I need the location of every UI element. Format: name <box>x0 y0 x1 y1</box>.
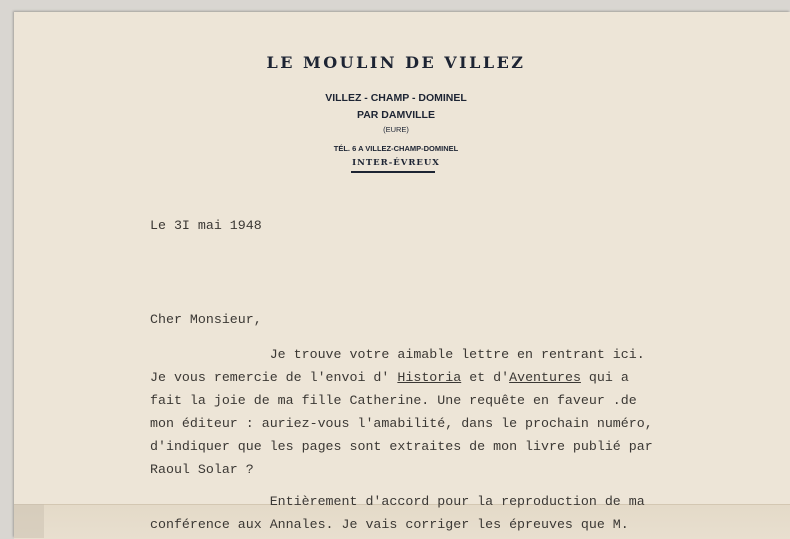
text-line: Je trouve votre aimable lettre en rentrant ici. <box>150 347 645 362</box>
underlined-title-historia: Historia <box>397 370 462 385</box>
text-line: conférence aux Annales. Je vais corriger les épreuves que M. <box>150 517 629 532</box>
underlined-title-aventures: Aventures <box>509 370 581 385</box>
salutation: Cher Monsieur, <box>150 312 262 327</box>
letterhead-exchange: INTER-ÉVREUX <box>352 158 440 168</box>
letterhead-via: PAR DAMVILLE <box>357 109 435 121</box>
paragraph-2 <box>150 490 645 536</box>
letterhead-rule <box>351 171 435 173</box>
text-span: qui a <box>580 370 629 385</box>
paper-shadow <box>14 504 44 538</box>
paragraph-1 <box>150 343 653 481</box>
text-span: et d' <box>461 370 510 385</box>
text-span: Je vous remercie de l'envoi d' <box>150 370 398 385</box>
letterhead-phone: TÉL. 6 A VILLEZ-CHAMP-DOMINEL <box>333 144 459 153</box>
text-line: d'indiquer que les pages sont extraites de mon livre publié par <box>150 439 653 454</box>
text-line: mon éditeur : auriez-vous l'amabilité, dans le prochain numéro, <box>150 416 653 431</box>
letterhead-title: LE MOULIN DE VILLEZ <box>266 53 526 72</box>
text-line: fait la joie de ma fille Catherine. Une requête en faveur .de <box>150 393 637 408</box>
text-line <box>150 366 653 389</box>
letterhead-department: (EURE) <box>383 125 409 134</box>
text-line: Entièrement d'accord pour la reproduction de ma <box>150 494 645 509</box>
text-line: Raoul Solar ? <box>150 462 254 477</box>
letterhead-address: VILLEZ - CHAMP - DOMINEL <box>325 92 467 104</box>
letter-date: Le 3I mai 1948 <box>150 218 262 233</box>
